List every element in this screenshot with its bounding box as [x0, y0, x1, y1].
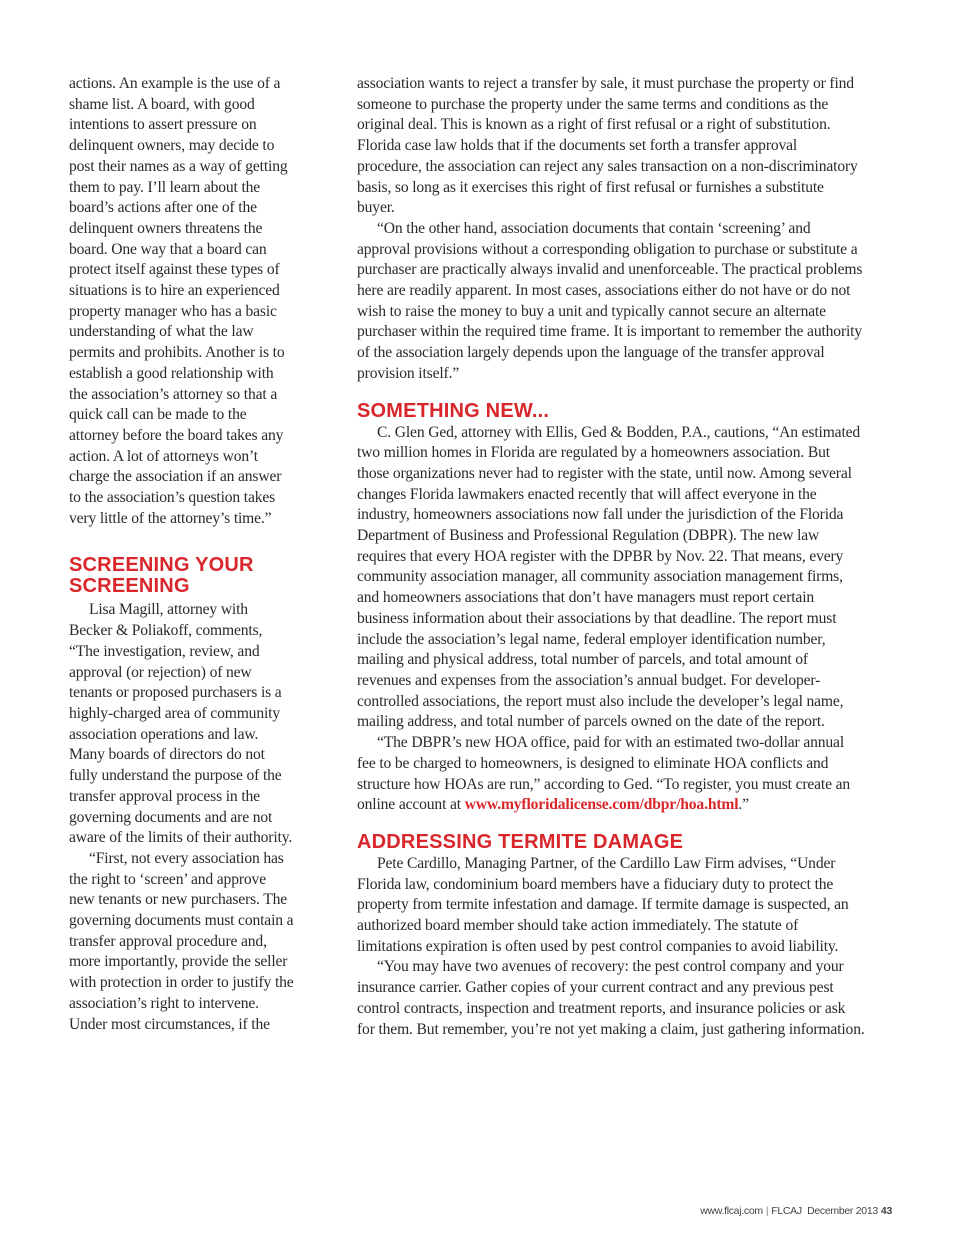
section-heading-something-new: SOMETHING NEW... [357, 399, 550, 422]
article-paragraph: “You may have two avenues of recovery: the pest control company and your insurance carrier. Gather copies of your current contract and any previous pest control contracts, inspection and treatment reports, and insurance policies or ask for them. But remember, you’re not yet making a claim, just gathering information. [357, 958, 865, 1038]
article-paragraph: Pete Cardillo, Managing Partner, of the Cardillo Law Firm advises, “Under Florida law, condominium board members have a fiduciary duty to protect the property from termite infestation and damage. If termite damage is suspected, an authorized board member should take action immediately. The statute of limitations expiration is often used by pest control companies to avoid liability. [357, 854, 849, 955]
article-paragraph: “On the other hand, association documents that contain ‘screening’ and approval provisions without a corresponding obligation to purchase or substitute a purchaser are practically always invalid and unenforceable. The practical problems here are readily apparent. In most cases, associations either do not have or do not wish to raise the money to buy a unit and typically cannot secure an alternate purchaser within the required time frame. It is important to remember the authority of the association largely depends upon the language of the transfer approval provision itself.” [357, 219, 863, 382]
article-paragraph: actions. An example is the use of a shame list. A board, with good intentions to assert pressure on delinquent owners, may decide to post their names as a way of getting them to pay. I’ll learn about the board’s actions after one of the delinquent owners threatens the board. One way that a board can protect itself against these types of situations is to hire an experienced property manager who has a basic understanding of what the law permits and prohibits. Another is to establish a good relationship with the association’s attorney so that a quick call can be made to the attorney before the board takes any action. A lot of attorneys won’t charge the association if an answer to the association’s question takes very little of the attorney’s time.” [69, 75, 288, 527]
footer-site-link[interactable]: www.flcaj.com [700, 1205, 763, 1217]
right-column [357, 74, 865, 1040]
footer-publication: FLCAJ [771, 1205, 802, 1217]
article-paragraph: “First, not every association has the right to ‘screen’ and approve new tenants or new purchasers. The governing documents must contain a transfer approval procedure and, more importantly, provide the seller with protection in order to justify the association’s right to intervene. Under most circumstances, if the [69, 849, 294, 1033]
page-number: 43 [880, 1205, 892, 1217]
paragraph-text: “The DBPR’s new HOA office, paid for with an estimated two-dollar annual fee to be charged to homeowners, is designed to eliminate HOA conflicts and structure how HOAs are run,” according to Ged. “To register, you must create an online account at [357, 734, 851, 814]
footer-separator: | [765, 1205, 769, 1217]
article-paragraph: association wants to reject a transfer by sale, it must purchase the property or find someone to purchase the property under the same terms and conditions as the original deal. This is known as a right of first refusal or a right of substitution. Florida case law holds that if the documents set forth a transfer approval procedure, the association can reject any sales transaction on a non-discriminatory basis, so long as it exercises this right of first refusal or furnishes a substitute buyer. [357, 75, 858, 217]
article-paragraph: Lisa Magill, attorney with Becker & Poliakoff, comments, “The investigation, review, and approval (or rejection) of new tenants or proposed purchasers is a highly-charged area of community association operations and law. Many boards of directors do not fully understand the purpose of the transfer approval process in the governing documents and are not aware of the limits of their authority. [69, 601, 293, 847]
section-heading-termite: ADDRESSING TERMITE DAMAGE [357, 830, 684, 853]
section-heading-screening: SCREENING YOUR SCREENING [69, 554, 254, 598]
page-footer [600, 1205, 892, 1217]
footer-issue: December 2013 [807, 1205, 878, 1217]
article-paragraph [357, 733, 865, 816]
article-paragraph: C. Glen Ged, attorney with Ellis, Ged & Bodden, P.A., cautions, “An estimated two million homes in Florida are regulated by a homeowners association. But those organizations never had to register with the state, until now. Among several changes Florida lawmakers enacted recently that will affect everyone in the industry, homeowners associations now fall under the jurisdiction of the Florida Department of Business and Professional Regulation (DBPR). The new law requires that every HOA register with the DPBR by Nov. 22. That means, every community association manager, all community association management firms, and homeowners associations that don’t have managers must report certain business information about their associations by that deadline. The report must include the association’s legal name, federal employer identification number, mailing and physical address, total number of parcels, and total amount of revenues and expenses from the association’s annual budget. For developer-controlled associations, the report must also include the developer’s legal name, mailing address, and total number of parcels owned on the date of the report. [357, 423, 861, 731]
left-column [69, 74, 294, 1035]
hoa-registration-link[interactable]: www.myfloridalicense.com/dbpr/hoa.html [464, 796, 739, 814]
paragraph-text-end: .” [738, 796, 749, 814]
